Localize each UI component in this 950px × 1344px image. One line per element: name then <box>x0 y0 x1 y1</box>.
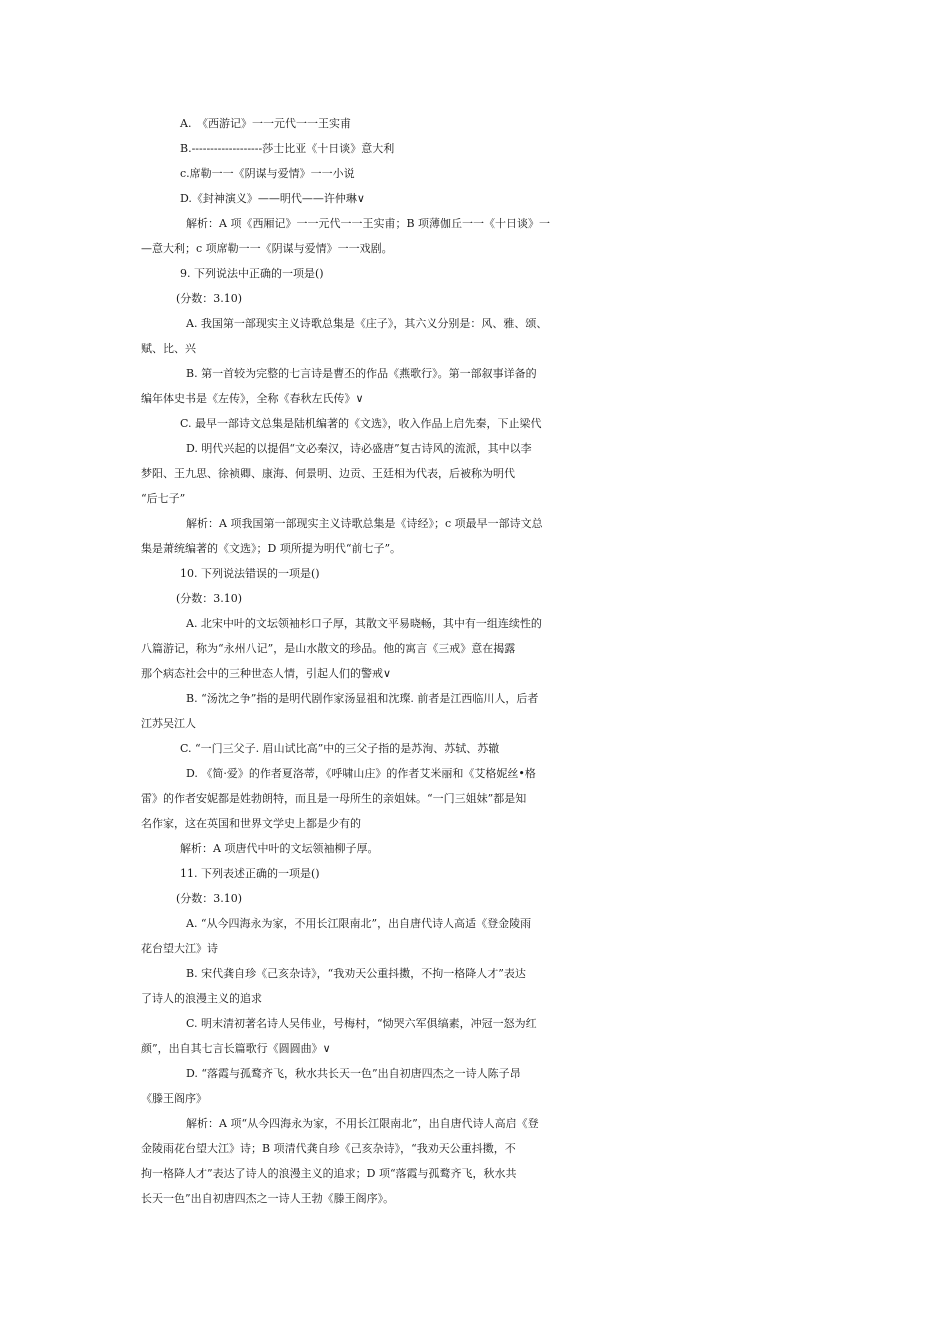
analysis-line: 集是萧统编著的《文选》；D 项所提为明代“前七子”。 <box>141 542 402 555</box>
option-line: C. 最早一部诗文总集是陆机编著的《文选》，收入作品上启先秦，下止梁代 <box>180 417 542 430</box>
option-line: B. 宋代龚自珍《己亥杂诗》，“我劝天公重抖擞，不拘一格降人才”表达 <box>186 967 526 980</box>
option-line: 了诗人的浪漫主义的追求 <box>141 992 262 1005</box>
question-score: (分数：3.10) <box>176 592 243 605</box>
analysis-line: 解析：A 项“从今四海永为家，不用长江限南北”，出自唐代诗人高启《登 <box>186 1117 539 1130</box>
option-line: 颜”，出自其七言长篇歌行《圆圆曲》∨ <box>141 1042 331 1055</box>
option-line: C. 明末清初著名诗人吴伟业，号梅村，“恸哭六军俱缟素，冲冠一怒为红 <box>186 1017 537 1030</box>
question-title: 9. 下列说法中正确的一项是() <box>180 267 324 280</box>
option-line: “后七子” <box>141 492 186 505</box>
analysis-line: 解析：A 项《西厢记》一一元代一一王实甫；B 项薄伽丘一一《十日谈》一 <box>186 217 551 230</box>
question-title: 11. 下列表述正确的一项是() <box>180 867 320 880</box>
option-line: 梦阳、王九思、徐祯卿、康海、何景明、边贡、王廷相为代表，后被称为明代 <box>141 467 515 480</box>
option-line: 花台望大江》诗 <box>141 942 218 955</box>
option-line: 那个病态社会中的三种世态人情，引起人们的警戒∨ <box>141 667 392 680</box>
option-line: C. “一门三父子. 眉山试比高”中的三父子指的是苏洵、苏轼、苏辙 <box>180 742 500 755</box>
option-line: A. 《西游记》一一元代一一王实甫 <box>180 117 351 130</box>
option-line: A. “从今四海永为家，不用长江限南北”，出自唐代诗人高适《登金陵雨 <box>186 917 532 930</box>
option-line: A. 北宋中叶的文坛领袖杉口子厚，其散文平易晓畅，其中有一组连续性的 <box>186 617 542 630</box>
option-line: B. 第一首较为完整的七言诗是曹丕的作品《燕歌行》。第一部叙事详备的 <box>186 367 537 380</box>
option-line: 编年体史书是《左传》，全称《春秋左氏传》∨ <box>141 392 364 405</box>
option-line: 江苏吴江人 <box>141 717 196 730</box>
option-line: 雷》的作者安妮都是姓勃朗特，而且是一母所生的亲姐妹。“一门三姐妹”都是知 <box>141 792 527 805</box>
analysis-line: 解析：A 项我国第一部现实主义诗歌总集是《诗经》；c 项最早一部诗文总 <box>186 517 543 530</box>
analysis-line: 金陵雨花台望大江》诗；B 项清代龚自珍《己亥杂诗》，“我劝天公重抖擞，不 <box>141 1142 516 1155</box>
analysis-line: 长天一色”出自初唐四杰之一诗人王勃《滕王阁序》。 <box>141 1192 395 1205</box>
option-line: D.《封神演义》——明代——许仲琳∨ <box>180 192 365 205</box>
option-line: c.席勒一一《阴谋与爱情》一一小说 <box>180 167 355 180</box>
option-line: D. 明代兴起的以提倡“文必秦汉，诗必盛唐”复古诗风的流派，其中以李 <box>186 442 532 455</box>
question-score: (分数：3.10) <box>176 892 243 905</box>
analysis-line: 拘一格降人才”表达了诗人的浪漫主义的追求；D 项“落霞与孤鹜齐飞，秋水共 <box>141 1167 517 1180</box>
option-line: A. 我国第一部现实主义诗歌总集是《庄子》，其六义分别是：风、雅、颂、 <box>186 317 548 330</box>
option-line: D. “落霞与孤鹜齐飞，秋水共长天一色”出自初唐四杰之一诗人陈子昂 <box>186 1067 521 1080</box>
option-line: 八篇游记，称为“永州八记”，是山水散文的珍品。他的寓言《三戒》意在揭露 <box>141 642 516 655</box>
option-line: 名作家，这在英国和世界文学史上都是少有的 <box>141 817 361 830</box>
analysis-line: —意大利；c 项席勒一一《阴谋与爱情》一一戏剧。 <box>141 242 393 255</box>
option-line: 《滕王阁序》 <box>141 1092 207 1105</box>
question-score: (分数：3.10) <box>176 292 243 305</box>
option-line: D. 《简·爱》的作者夏洛蒂，《呼啸山庄》的作者艾米丽和《艾格妮丝•格 <box>186 767 536 780</box>
option-line: B.-------------------莎士比亚《十日谈》意大利 <box>180 142 395 155</box>
analysis-line: 解析：A 项唐代中叶的文坛领袖柳子厚。 <box>180 842 379 855</box>
question-title: 10. 下列说法错误的一项是() <box>180 567 320 580</box>
option-line: B. “汤沈之争”指的是明代剧作家汤显祖和沈璨. 前者是江西临川人，后者 <box>186 692 539 705</box>
option-line: 赋、比、兴 <box>141 342 196 355</box>
